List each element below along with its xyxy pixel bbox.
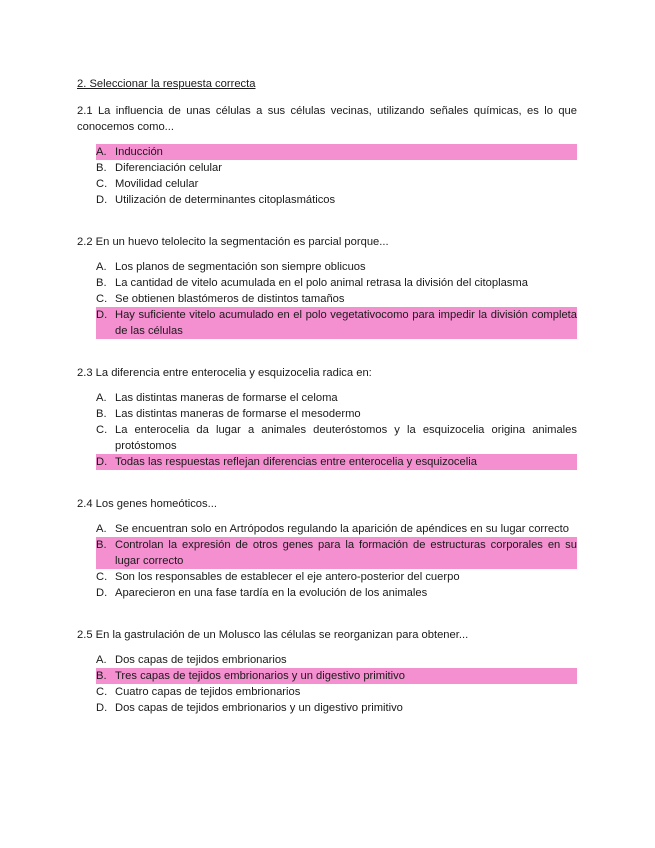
option-text: Dos capas de tejidos embrionarios y un digestivo primitivo — [115, 702, 403, 714]
answer-options — [77, 390, 577, 470]
option-letter: D. — [96, 194, 108, 206]
option-letter: C. — [96, 293, 108, 305]
answer-options — [77, 652, 577, 716]
option-letter: C. — [96, 686, 108, 698]
option-text: Diferenciación celular — [115, 162, 222, 174]
question-4 — [77, 496, 577, 601]
option-text: La cantidad de vitelo acumulada en el polo animal retrasa la división del citoplasma — [115, 277, 528, 289]
question-text: 2.1 La influencia de unas células a sus células vecinas, utilizando señales químicas, es lo que conocemos como... — [77, 105, 577, 133]
option-letter: B. — [96, 670, 107, 682]
option-letter: D. — [96, 587, 108, 599]
answer-option — [96, 160, 577, 176]
option-letter: D. — [96, 309, 108, 321]
question-1 — [77, 103, 577, 208]
option-text: Todas las respuestas reflejan diferencias entre enterocelia y esquizocelia — [115, 456, 477, 468]
option-text: Hay suficiente vitelo acumulado en el polo vegetativocomo para impedir la división completa de las células — [115, 309, 577, 337]
answer-options — [77, 144, 577, 208]
option-letter: A. — [96, 146, 107, 158]
answer-option-correct — [96, 537, 577, 569]
answer-options — [77, 259, 577, 339]
option-text: Aparecieron en una fase tardía en la evolución de los animales — [115, 587, 428, 599]
option-letter: A. — [96, 261, 107, 273]
question-text: 2.3 La diferencia entre enterocelia y esquizocelia radica en: — [77, 367, 372, 379]
option-letter: D. — [96, 702, 108, 714]
answer-option — [96, 390, 577, 406]
option-text: Inducción — [115, 146, 163, 158]
answer-option — [96, 192, 577, 208]
option-letter: C. — [96, 424, 108, 436]
answer-option — [96, 275, 577, 291]
option-text: Las distintas maneras de formarse el celoma — [115, 392, 338, 404]
option-text: Controlan la expresión de otros genes para la formación de estructuras corporales en su lugar correcto — [115, 539, 577, 567]
answer-option — [96, 700, 577, 716]
answer-option — [96, 406, 577, 422]
section-title: 2. Seleccionar la respuesta correcta — [77, 78, 256, 90]
option-letter: B. — [96, 539, 107, 551]
option-text: Movilidad celular — [115, 178, 199, 190]
option-letter: B. — [96, 408, 107, 420]
question-text: 2.5 En la gastrulación de un Molusco las células se reorganizan para obtener... — [77, 629, 469, 641]
answer-option — [96, 291, 577, 307]
answer-option — [96, 569, 577, 585]
answer-option-correct — [96, 144, 577, 160]
option-letter: D. — [96, 456, 108, 468]
answer-option — [96, 684, 577, 700]
answer-option-correct — [96, 668, 577, 684]
option-text: Los planos de segmentación son siempre oblicuos — [115, 261, 366, 273]
question-3 — [77, 365, 577, 470]
answer-option-correct — [96, 454, 577, 470]
option-letter: A. — [96, 523, 107, 535]
question-2 — [77, 234, 577, 339]
option-letter: A. — [96, 392, 107, 404]
question-list — [77, 103, 577, 716]
option-letter: A. — [96, 654, 107, 666]
question-5 — [77, 627, 577, 716]
option-text: Cuatro capas de tejidos embrionarios — [115, 686, 301, 698]
option-text: Se obtienen blastómeros de distintos tamaños — [115, 293, 345, 305]
option-text: Dos capas de tejidos embrionarios — [115, 654, 287, 666]
answer-option — [96, 521, 577, 537]
answer-option — [96, 259, 577, 275]
option-letter: C. — [96, 571, 108, 583]
answer-options — [77, 521, 577, 601]
document-page — [77, 76, 577, 742]
option-text: Tres capas de tejidos embrionarios y un digestivo primitivo — [115, 670, 405, 682]
answer-option — [96, 176, 577, 192]
option-text: La enterocelia da lugar a animales deuteróstomos y la esquizocelia origina animales protóstomos — [115, 424, 577, 452]
option-letter: B. — [96, 162, 107, 174]
question-text: 2.4 Los genes homeóticos... — [77, 498, 217, 510]
answer-option — [96, 585, 577, 601]
option-letter: C. — [96, 178, 108, 190]
option-text: Utilización de determinantes citoplasmáticos — [115, 194, 336, 206]
option-text: Son los responsables de establecer el eje antero-posterior del cuerpo — [115, 571, 460, 583]
answer-option — [96, 422, 577, 454]
question-text: 2.2 En un huevo telolecito la segmentación es parcial porque... — [77, 236, 389, 248]
option-letter: B. — [96, 277, 107, 289]
option-text: Se encuentran solo en Artrópodos regulando la aparición de apéndices en su lugar correcto — [115, 523, 570, 535]
answer-option — [96, 652, 577, 668]
option-text: Las distintas maneras de formarse el mesodermo — [115, 408, 361, 420]
answer-option-correct — [96, 307, 577, 339]
